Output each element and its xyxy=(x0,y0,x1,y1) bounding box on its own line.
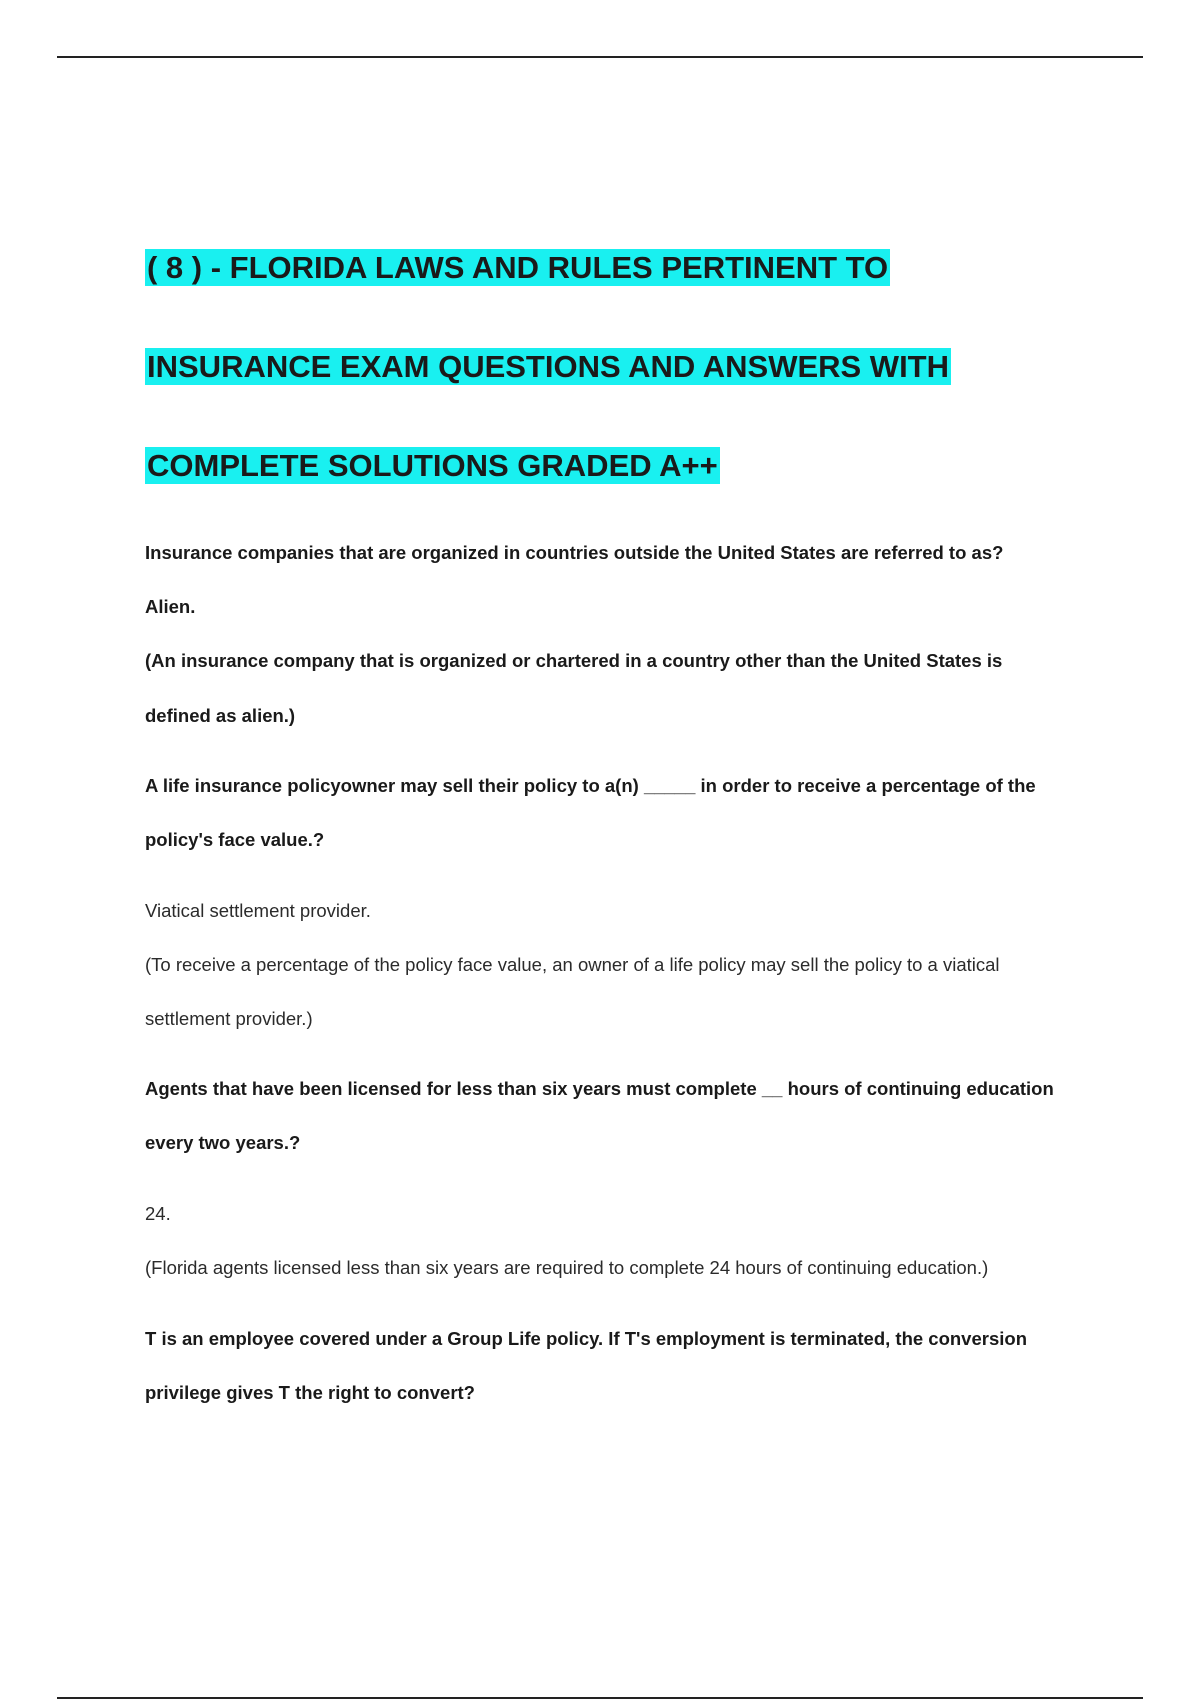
question-1-line-1: Insurance companies that are organized in countries outside the United States are referred to as? xyxy=(145,542,1004,563)
bottom-rule xyxy=(57,1697,1143,1699)
document-title-line-3: COMPLETE SOLUTIONS GRADED A++ xyxy=(147,448,718,483)
answer-3-line-2: (Florida agents licensed less than six years are required to complete 24 hours of continuing education.) xyxy=(145,1257,989,1278)
question-2-line-1: A life insurance policyowner may sell their policy to a(n) _____ in order to receive a percentage of the xyxy=(145,775,1036,796)
question-4-line-1: T is an employee covered under a Group Life policy. If T's employment is terminated, the conversion xyxy=(145,1328,1027,1349)
answer-1-line-3: defined as alien.) xyxy=(145,705,296,726)
answer-2-line-1: Viatical settlement provider. xyxy=(145,900,371,921)
answer-2-line-3: settlement provider.) xyxy=(145,1008,313,1029)
question-3-line-1: Agents that have been licensed for less than six years must complete __ hours of continuing education xyxy=(145,1078,1054,1099)
question-4-line-2: privilege gives T the right to convert? xyxy=(145,1382,475,1403)
answer-1-line-1: Alien. xyxy=(145,596,196,617)
answer-1-line-2: (An insurance company that is organized or chartered in a country other than the United States is xyxy=(145,650,1003,671)
question-2-line-2: policy's face value.? xyxy=(145,829,325,850)
document-title-line-2: INSURANCE EXAM QUESTIONS AND ANSWERS WITH xyxy=(147,349,950,384)
question-3-line-2: every two years.? xyxy=(145,1132,301,1153)
answer-2-line-2: (To receive a percentage of the policy face value, an owner of a life policy may sell the policy to a viatical xyxy=(145,954,1000,975)
answer-3-line-1: 24. xyxy=(145,1203,171,1224)
top-rule xyxy=(57,56,1143,58)
document-title-line-1: ( 8 ) - FLORIDA LAWS AND RULES PERTINENT TO xyxy=(147,250,889,285)
